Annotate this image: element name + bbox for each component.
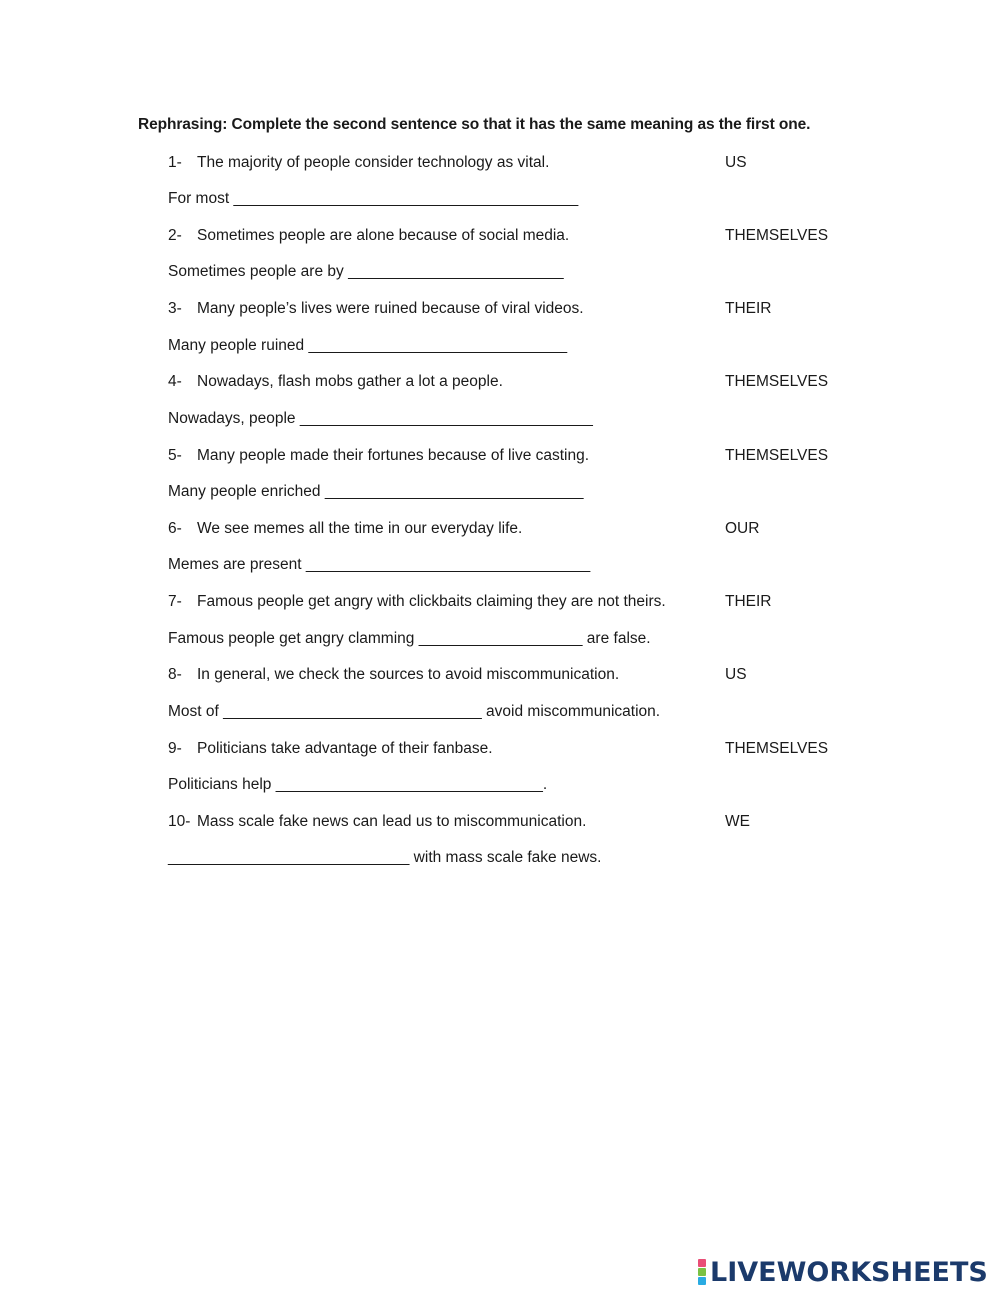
logo-text: LIVEWORKSHEETS [710,1256,988,1288]
instructions-heading: Rephrasing: Complete the second sentence so that it has the same meaning as the first one. [138,116,811,133]
original-sentence: We see memes all the time in our everyday life. [197,520,523,537]
answer-line-6[interactable]: Memes are present _________________________________ [168,556,591,573]
original-sentence: Nowadays, flash mobs gather a lot a people. [197,373,503,390]
logo-block [698,1277,706,1285]
keyword: US [725,154,747,171]
question-number: 10- [168,813,191,830]
original-sentence: Politicians take advantage of their fanbase. [197,740,493,757]
answer-line-7[interactable]: Famous people get angry clamming ___________________ are false. [168,630,651,647]
keyword: US [725,666,747,683]
keyword: THEMSELVES [725,447,829,464]
liveworksheets-logo [698,1256,988,1288]
question-number: 1- [168,154,182,171]
keyword: OUR [725,520,760,537]
question-number: 4- [168,373,182,390]
question-number: 9- [168,740,182,757]
keyword: WE [725,813,750,830]
answer-line-1[interactable]: For most ________________________________________ [168,190,579,207]
keyword: THEIR [725,593,772,610]
original-sentence: Sometimes people are alone because of social media. [197,227,570,244]
answer-line-10[interactable]: ____________________________ with mass scale fake news. [168,849,602,866]
question-number: 7- [168,593,182,610]
keyword: THEMSELVES [725,740,829,757]
keyword: THEMSELVES [725,227,829,244]
question-number: 5- [168,447,182,464]
question-number: 8- [168,666,182,683]
original-sentence: Famous people get angry with clickbaits claiming they are not theirs. [197,593,666,610]
original-sentence: In general, we check the sources to avoid miscommunication. [197,666,620,683]
keyword: THEMSELVES [725,373,829,390]
original-sentence: Mass scale fake news can lead us to miscommunication. [197,813,587,830]
logo-blocks-icon [698,1259,706,1285]
original-sentence: Many people’s lives were ruined because of viral videos. [197,300,584,317]
original-sentence: Many people made their fortunes because of live casting. [197,447,590,464]
keyword: THEIR [725,300,772,317]
answer-line-2[interactable]: Sometimes people are by _________________________ [168,263,564,280]
logo-block [698,1259,706,1267]
question-number: 2- [168,227,182,244]
logo-block [698,1268,706,1276]
answer-line-8[interactable]: Most of ______________________________ avoid miscommunication. [168,703,661,720]
answer-line-9[interactable]: Politicians help _______________________________. [168,776,548,793]
original-sentence: The majority of people consider technology as vital. [197,154,550,171]
question-number: 6- [168,520,182,537]
answer-line-4[interactable]: Nowadays, people __________________________________ [168,410,593,427]
answer-line-3[interactable]: Many people ruined ______________________________ [168,337,568,354]
question-number: 3- [168,300,182,317]
answer-line-5[interactable]: Many people enriched ______________________________ [168,483,584,500]
